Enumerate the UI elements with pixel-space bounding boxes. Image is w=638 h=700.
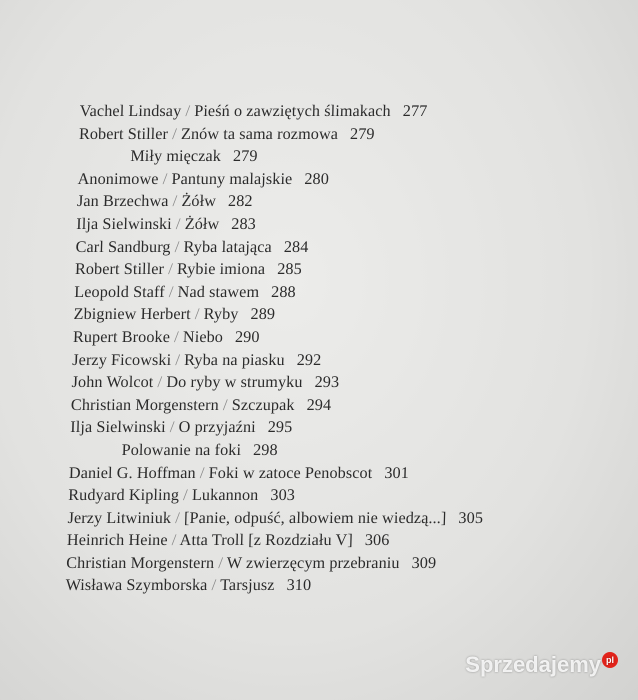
entry-separator: /	[175, 214, 181, 233]
toc-entry	[69, 439, 485, 462]
entry-page-number: 290	[234, 327, 260, 346]
entry-author: Christian Morgenstern	[65, 553, 215, 572]
entry-page-number: 282	[227, 192, 253, 211]
entry-separator: /	[199, 463, 205, 482]
toc-entry	[65, 574, 481, 597]
entry-page-number: 306	[364, 531, 390, 550]
entry-separator: /	[171, 124, 178, 143]
entry-separator: /	[162, 169, 168, 188]
entry-page-number: 283	[231, 214, 257, 233]
toc-entry	[71, 371, 487, 394]
entry-title: W zwierzęcym przebraniu	[226, 553, 400, 572]
entry-separator: /	[171, 531, 177, 550]
entry-author: Daniel G. Hoffman	[68, 463, 197, 482]
toc-entry	[67, 529, 483, 552]
entry-separator: /	[167, 260, 174, 279]
entry-author: Rupert Brooke	[72, 327, 171, 346]
entry-title: Niebo	[182, 327, 224, 346]
entry-title: Pantuny malajskie	[171, 169, 293, 188]
entry-separator: /	[175, 508, 181, 527]
toc-entry	[79, 123, 495, 146]
entry-author: Leopold Staff	[74, 282, 166, 301]
entry-page-number: 279	[349, 124, 375, 143]
entry-title: Polowanie na foki	[121, 440, 242, 459]
toc-entry	[66, 552, 482, 575]
entry-author: Jerzy Ficowski	[72, 350, 172, 369]
toc-entry	[76, 213, 492, 236]
entry-title: Żółw	[181, 192, 217, 211]
entry-separator: /	[185, 102, 191, 120]
entry-separator: /	[194, 305, 200, 324]
toc-entry	[75, 236, 491, 259]
toc-entry	[72, 349, 488, 372]
entry-page-number: 288	[270, 282, 297, 301]
entry-title: Foki w zatoce Penobscot	[208, 463, 373, 482]
entry-separator: /	[172, 192, 178, 211]
entry-author: Heinrich Heine	[66, 531, 168, 550]
entry-author: Jerzy Litwiniuk	[67, 508, 172, 527]
entry-page-number: 310	[286, 576, 312, 595]
entry-author: Vachel Lindsay	[79, 102, 182, 120]
entry-page-number: 284	[283, 237, 309, 256]
entry-page-number: 293	[314, 373, 340, 392]
toc-entry	[68, 484, 484, 507]
entry-page-number: 292	[296, 350, 322, 369]
entry-separator: /	[157, 373, 163, 392]
toc-entry	[69, 462, 485, 485]
entry-author: Rudyard Kipling	[68, 486, 180, 505]
entry-separator: /	[168, 282, 174, 301]
entry-page-number: 280	[304, 169, 330, 188]
toc-entry	[75, 258, 491, 281]
toc-entry	[73, 326, 489, 349]
entry-author: Ilja Sielwinski	[70, 418, 167, 437]
entry-separator: /	[211, 576, 217, 595]
toc-entry	[77, 190, 493, 213]
entry-separator: /	[173, 327, 180, 346]
entry-page-number: 309	[411, 553, 437, 572]
entry-title: Miły mięczak	[130, 147, 222, 166]
entry-title: O przyjaźni	[178, 418, 257, 437]
entry-title: Tarsjusz	[219, 576, 275, 595]
entry-title: Atta Troll [z Rozdziału V]	[179, 531, 354, 550]
entry-title: Nad stawem	[177, 282, 260, 301]
entry-page-number: 294	[306, 395, 332, 414]
entry-page-number: 277	[402, 102, 428, 120]
entry-title: Ryby	[203, 305, 239, 324]
entry-separator: /	[182, 486, 189, 505]
entry-separator: /	[218, 553, 224, 572]
entry-separator: /	[222, 395, 228, 414]
toc-entry	[74, 281, 490, 304]
entry-title: Rybie imiona	[176, 260, 266, 279]
entry-page-number: 303	[270, 486, 296, 505]
entry-page-number: 298	[252, 440, 278, 459]
watermark-badge: pl	[602, 652, 618, 668]
entry-author: Wisława Szymborska	[65, 576, 208, 595]
entry-author: Christian Morgenstern	[70, 395, 220, 414]
entry-title: Do ryby w strumyku	[166, 373, 303, 392]
entry-title: [Panie, odpuść, albowiem nie wiedzą...]	[183, 508, 447, 527]
toc-entry	[77, 168, 493, 191]
entry-separator: /	[175, 350, 181, 369]
entry-page-number: 301	[384, 463, 410, 482]
toc-entry	[73, 303, 489, 326]
entry-separator: /	[174, 237, 180, 256]
entry-page-number: 285	[276, 260, 303, 279]
entry-author: John Wolcot	[71, 373, 154, 392]
entry-title: Żółw	[184, 214, 220, 233]
entry-author: Ilja Sielwinski	[76, 214, 173, 233]
entry-author: Anonimowe	[77, 169, 159, 188]
toc-entry	[71, 394, 487, 417]
watermark-text: Sprzedajemy	[465, 652, 601, 677]
entry-title: Ryba latająca	[183, 237, 273, 256]
toc-entry	[67, 507, 483, 530]
entry-page-number: 295	[267, 418, 293, 437]
entry-author: Zbigniew Herbert	[73, 305, 192, 324]
entry-title: Szczupak	[231, 395, 295, 414]
entry-title: Pieśń o zawziętych ślimakach	[193, 102, 392, 120]
entry-title: Lukannon	[191, 486, 259, 505]
entry-author: Jan Brzechwa	[76, 192, 169, 211]
table-of-contents	[65, 100, 495, 597]
toc-entry	[79, 100, 495, 123]
watermark-logo	[465, 652, 618, 678]
entry-author: Robert Stiller	[74, 260, 165, 279]
entry-page-number: 289	[250, 305, 276, 324]
entry-author: Robert Stiller	[78, 124, 169, 143]
entry-author: Carl Sandburg	[75, 237, 171, 256]
toc-entry	[70, 416, 486, 439]
entry-title: Znów ta sama rozmowa	[180, 124, 339, 143]
entry-separator: /	[169, 418, 175, 437]
entry-page-number: 279	[232, 147, 258, 166]
toc-entry	[78, 145, 494, 168]
entry-title: Ryba na piasku	[183, 350, 286, 369]
entry-page-number: 305	[458, 508, 484, 527]
